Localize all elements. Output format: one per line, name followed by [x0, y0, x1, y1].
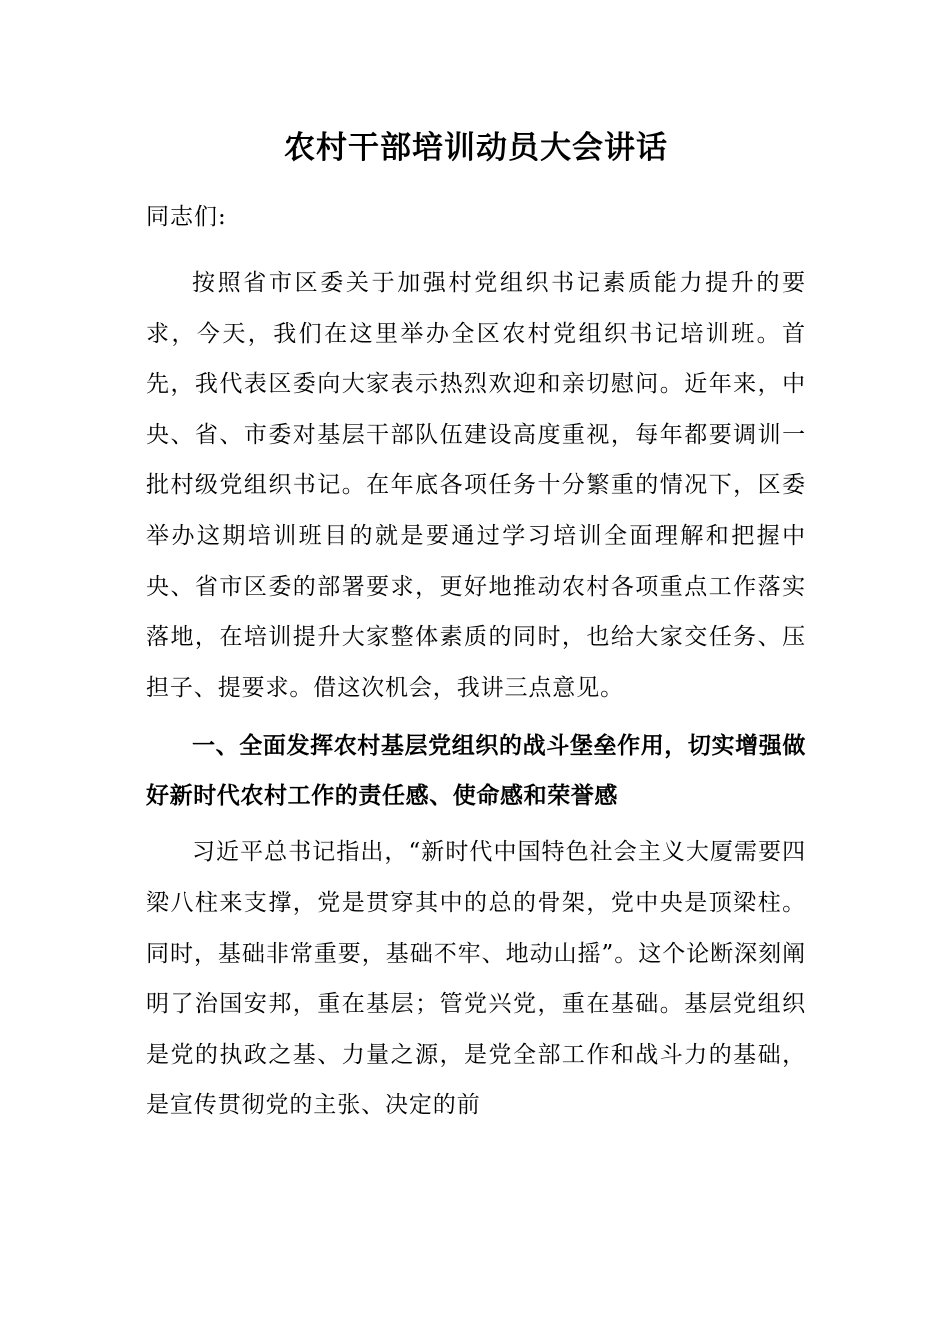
document-page — [146, 118, 806, 1131]
body-paragraph: 按照省市区委关于加强村党组织书记素质能力提升的要求，今天，我们在这里举办全区农村党组织书记培训班。首先，我代表区委向大家表示热烈欢迎和亲切慰问。近年来，中央、省、市委对基层干部队伍建设高度重视，每年都要调训一批村级党组织书记。在年底各项任务十分繁重的情况下，区委举办这期培训班目的就是要通过学习培训全面理解和把握中央、省市区委的部署要求，更好地推动农村各项重点工作落实落地，在培训提升大家整体素质的同时，也给大家交任务、压担子、提要求。借这次机会，我讲三点意见。 — [146, 270, 806, 701]
salutation: 同志们: — [146, 204, 227, 230]
body-paragraph: 习近平总书记指出，“新时代中国特色社会主义大厦需要四梁八柱来支撑，党是贯穿其中的总的骨架，党中央是顶梁柱。同时，基础非常重要，基础不牢、地动山摇”。这个论断深刻阐明了治国安邦，重在基层；管党兴党，重在基础。基层党组织是党的执政之基、力量之源，是党全部工作和战斗力的基础，是宣传贯彻党的主张、决定的前 — [146, 839, 806, 1119]
document-title: 农村干部培训动员大会讲话 — [284, 130, 668, 166]
section-heading: 一、全面发挥农村基层党组织的战斗堡垒作用，切实增强做好新时代农村工作的责任感、使命感和荣誉感 — [146, 732, 806, 810]
